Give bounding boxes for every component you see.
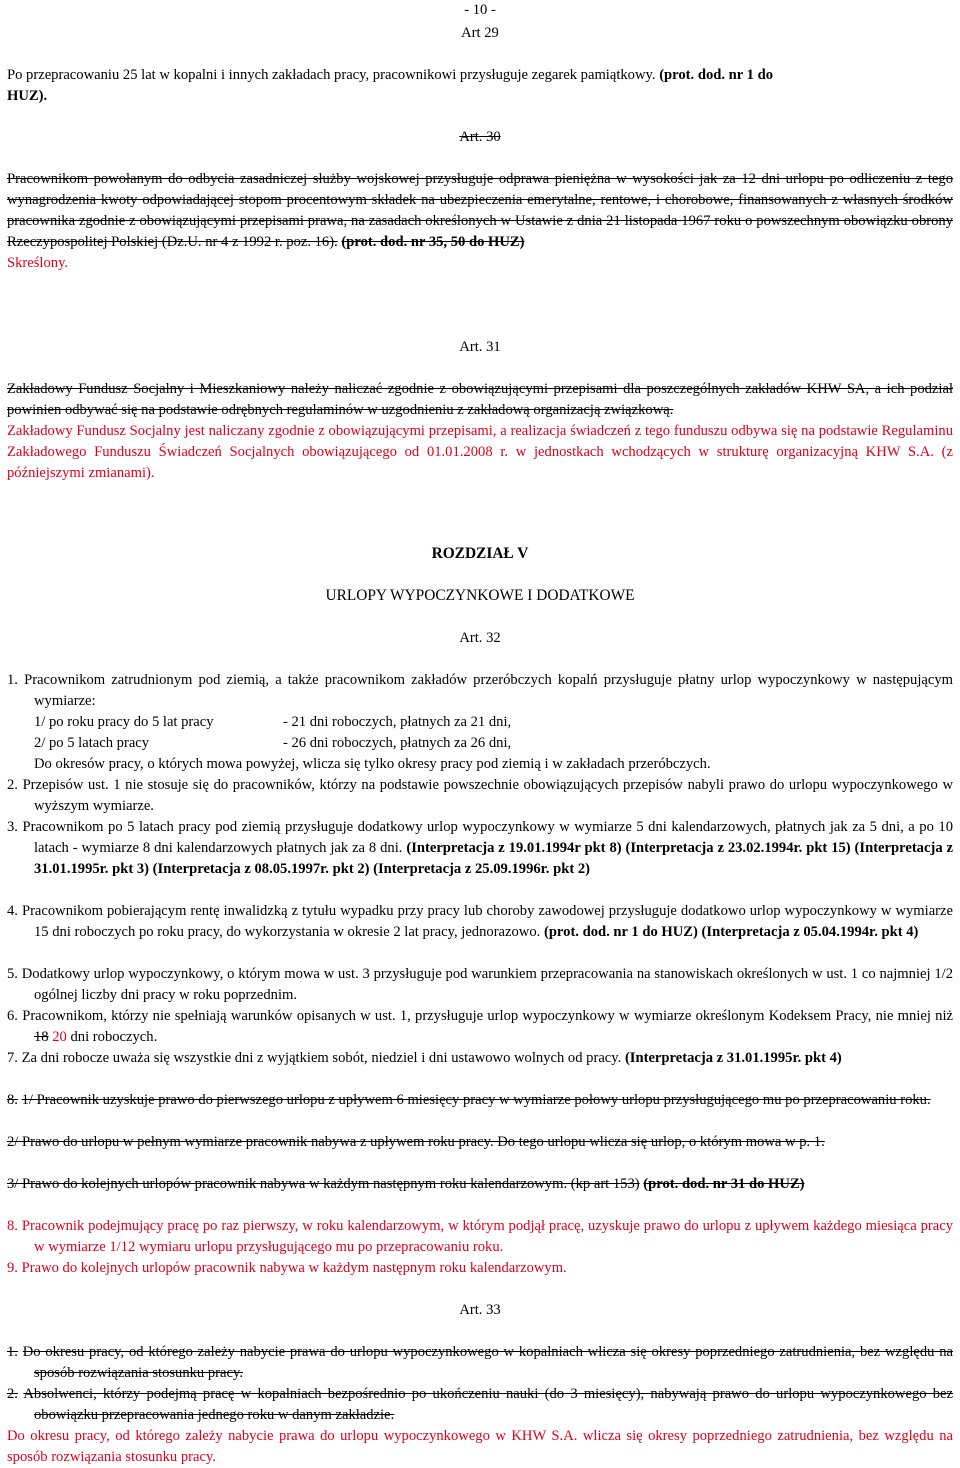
art32-item-6 [7, 1006, 953, 1048]
chapter-title: ROZDZIAŁ V [431, 545, 529, 562]
art32-row-2-period: 2/ po 5 latach pracy [34, 735, 150, 751]
art32-item-3-num: 3. [7, 819, 18, 835]
art32-item-5 [7, 964, 953, 1006]
art30-ref: (prot. dod. nr 35, 50 do HUZ) [341, 233, 525, 250]
art32-item-8-old-sub-1: 1/ Pracownik uzyskuje prawo do pierwszego urlopu z upływem 6 miesięcy pracy w wymiarze połowy urlopu przysługującego mu po przepracowaniu roku. [21, 1092, 931, 1108]
art32-item-9 [7, 1258, 953, 1279]
art32-row-2-days: - 26 dni roboczych, płatnych za 26 dni, [283, 735, 512, 751]
art30-title [0, 127, 960, 148]
art33-item-1-old [7, 1342, 953, 1384]
art32-item-3-ref: (Interpretacja z 19.01.1994r pkt 8) (Interpretacja z 23.02.1994r. pkt 15) (Interpretacja z 31.01.1995r. pkt 3) (Interpretacja z 08.05.1997r. pkt 2) (Interpretacja z 25.09.1996r. pkt 2) [34, 839, 953, 877]
art33-new-text: Do okresu pracy, od którego zależy nabycie prawa do urlopu wypoczynkowego w KHW S.A. wlicza się okresy poprzedniego zatrudnienia, bez względu na sposób rozwiązania stosunku pracy. [7, 1428, 953, 1465]
art32-item-8-old [7, 1090, 953, 1111]
art32-title: Art. 32 [459, 630, 501, 646]
art32-item-9-num: 9. [7, 1260, 18, 1276]
art32-item-1-text: Pracownikom zatrudnionym pod ziemią, a także pracownikom zakładów przeróbczych kopalń przysługuje płatny urlop wypoczynkowy w następującym wymiarze: [24, 672, 953, 709]
art32-item-2-num: 2. [7, 777, 18, 793]
art32-item-4-ref: (prot. dod. nr 1 do HUZ) (Interpretacja z 05.04.1994r. pkt 4) [543, 923, 919, 940]
art32-item-8-new-text: Pracownik podejmujący pracę po raz pierwszy, w roku kalendarzowym, w którym podjął pracę, uzyskuje prawo do urlopu z upływem każdego miesiąca pracy w wymiarze 1/12 wymiaru urlopu przysługującego mu po przepracowaniu roku. [21, 1218, 953, 1255]
art32-row-1-days: - 21 dni roboczych, płatnych za 21 dni, [283, 714, 512, 730]
art29-title: Art 29 [461, 25, 499, 41]
art29-text [7, 65, 953, 86]
art33-title: Art. 33 [459, 1302, 501, 1318]
art30-paragraph [7, 169, 953, 274]
art32-item-3 [7, 817, 953, 880]
art30-body: Pracownikom powołanym do odbycia zasadniczej służby wojskowej przysługuje odprawa pieniężna w wysokości jak za 12 dni urlopu po odliczeniu z tego wynagrodzenia kwoty odpowiadającej stopom procentowym składek na ubezpieczenia emerytalne, rentowe, i chorobowe, finansowanych z własnych środków pracownika zgodnie z obowiązującymi przepisami prawa, na zasadach określonych w Ustawie z dnia 21 listopada 1967 roku o powszechnym obowiązku obrony Rzeczypospolitej Polskiej (Dz.U. nr 4 z 1992 r. poz. 16). [7, 171, 953, 250]
art32-item-8-old-num: 8. [7, 1092, 18, 1108]
art31-paragraph [7, 379, 953, 484]
art32-item-3-text: Pracownikom po 5 latach pracy pod ziemią przysługuje dodatkowy urlop wypoczynkowy w wymiarze 5 dni kalendarzowych, płatnych jak za 5 dni, a po 10 latach - wymiarze 8 dni kalendarzowych płatnych jak za 8 dni. [22, 819, 953, 856]
art32-item-2-text: Przepisów ust. 1 nie stosuje się do pracowników, którzy na podstawie powszechnie obowiązujących przepisów nabyli prawo do urlopu wypoczynkowego w wyższym wymiarze. [22, 777, 953, 814]
art31-title: Art. 31 [459, 339, 501, 355]
art30-title-text: Art. 30 [459, 129, 501, 145]
art29-ref-2: HUZ). [7, 88, 48, 104]
art32-item-8-new [7, 1216, 953, 1258]
art32-item-4-num: 4. [7, 903, 18, 919]
art32-item-6-num: 6. [7, 1008, 18, 1024]
art32-item-2 [7, 775, 953, 817]
art32-item-5-text: Dodatkowy urlop wypoczynkowy, o którym mowa w ust. 3 przysługuje pod warunkiem przepracowania na stanowiskach określonych w ust. 1 co najmniej 1/2 ogólnej liczby dni pracy w roku poprzednim. [21, 966, 953, 1003]
art32-item-8-old-sub-3 [7, 1174, 953, 1195]
art32-item-7-num: 7. [7, 1050, 18, 1066]
art32-item-4 [7, 901, 953, 943]
art29-ref-1: (prot. dod. nr 1 do [659, 67, 773, 83]
art32-item-8-old-sub-2-text: 2/ Prawo do urlopu w pełnym wymiarze pracownik nabywa z upływem roku pracy. Do tego urlopu wlicza się urlop, o którym mowa w p. 1. [7, 1134, 825, 1150]
art33-item-2-num: 2. [7, 1386, 18, 1402]
art32-item-6-text-a: Pracownikom, którzy nie spełniają warunków opisanych w ust. 1, przysługuje urlop wypoczynkowy w wymiarze określonym Kodeksem Pracy, nie mniej niż [22, 1008, 953, 1024]
art32-item-8-old-sub-3-text: 3/ Prawo do kolejnych urlopów pracownik nabywa w każdym następnym roku kalendarzowym. (kp art 153) [7, 1176, 640, 1192]
art32-item-9-text: Prawo do kolejnych urlopów pracownik nabywa w każdym następnym roku kalendarzowym. [21, 1260, 567, 1276]
art29-body: Po przepracowaniu 25 lat w kopalni i innych zakładach pracy, pracownikowi przysługuje zegarek pamiątkowy. [7, 67, 656, 83]
art32-row-1-period: 1/ po roku pracy do 5 lat pracy [34, 714, 214, 730]
art32-item-1 [7, 670, 953, 712]
art32-item-1-num: 1. [7, 672, 18, 688]
art33-item-1-num: 1. [7, 1344, 18, 1360]
art32-item-6-new-value: 20 [52, 1028, 67, 1045]
art31-new-text: Zakładowy Fundusz Socjalny jest naliczany zgodnie z obowiązującymi przepisami, a realizacja świadczeń z tego funduszu odbywa się na podstawie Regulaminu Zakładowego Funduszu Świadczeń Socjalnych obowiązującego od 01.01.2008 r. w jednostkach wchodzących w strukturę organizacyjną KHW S.A. (z późniejszymi zmianami). [7, 422, 953, 481]
art31-old-text: Zakładowy Fundusz Socjalny i Mieszkaniowy należy naliczać zgodnie z obowiązującymi przepisami dla poszczególnych zakładów KHW SA, a ich podział powinien odbywać się na podstawie odrębnych regulaminów w uzgodnieniu z zakładową organizacją związkową. [7, 381, 953, 418]
art33-item-2-old [7, 1384, 953, 1426]
page-number: - 10 - [464, 2, 496, 18]
art29-ref-line2 [7, 86, 953, 107]
art32-item-5-num: 5. [7, 966, 18, 982]
art33-item-2-text: Absolwenci, którzy podejmą pracę w kopalniach bezpośrednio po ukończeniu nauki (do 3 miesięcy), nabywają prawo do urlopu wypoczynkowego bez obowiązku przepracowania jednego roku w danym zakładzie. [23, 1386, 954, 1423]
art32-item-7 [7, 1048, 953, 1069]
art32-item-8-old-sub-3-ref: (prot. dod. nr 31 do HUZ) [643, 1176, 805, 1192]
chapter-subtitle: URLOPY WYPOCZYNKOWE I DODATKOWE [325, 587, 635, 604]
art30-struck-label: Skreślony. [7, 254, 69, 271]
art32-item-7-ref: (Interpretacja z 31.01.1995r. pkt 4) [624, 1050, 842, 1066]
art32-item-6-old-value: 18 [34, 1028, 49, 1045]
art32-item-4-text: Pracownikom pobierającym rentę inwalidzką z tytułu wypadku przy pracy lub choroby zawodowej przysługuje dodatkowo urlop wypoczynkowy w wymiarze 15 dni roboczych po roku pracy, do wykorzystania w okresie 2 lat pracy, jednorazowo. [21, 903, 953, 940]
art32-item-6-text-b: dni roboczych. [70, 1028, 158, 1045]
art33-item-1-text: Do okresu pracy, od którego zależy nabycie prawa do urlopu wypoczynkowego w kopalniach wlicza się okresy poprzedniego zatrudnienia, bez względu na sposób rozwiązania stosunku pracy. [22, 1344, 953, 1381]
art32-item-1-tail: Do okresów pracy, o których mowa powyżej, wlicza się tylko okresy pracy pod ziemią i w zakładach przeróbczych. [34, 756, 711, 772]
art32-item-7-text: Za dni robocze uważa się wszystkie dni z wyjątkiem sobót, niedziel i dni ustawowo wolnych od pracy. [21, 1050, 622, 1066]
art32-item-8-old-sub-2 [7, 1132, 953, 1153]
art32-item-8-new-num: 8. [7, 1218, 18, 1234]
